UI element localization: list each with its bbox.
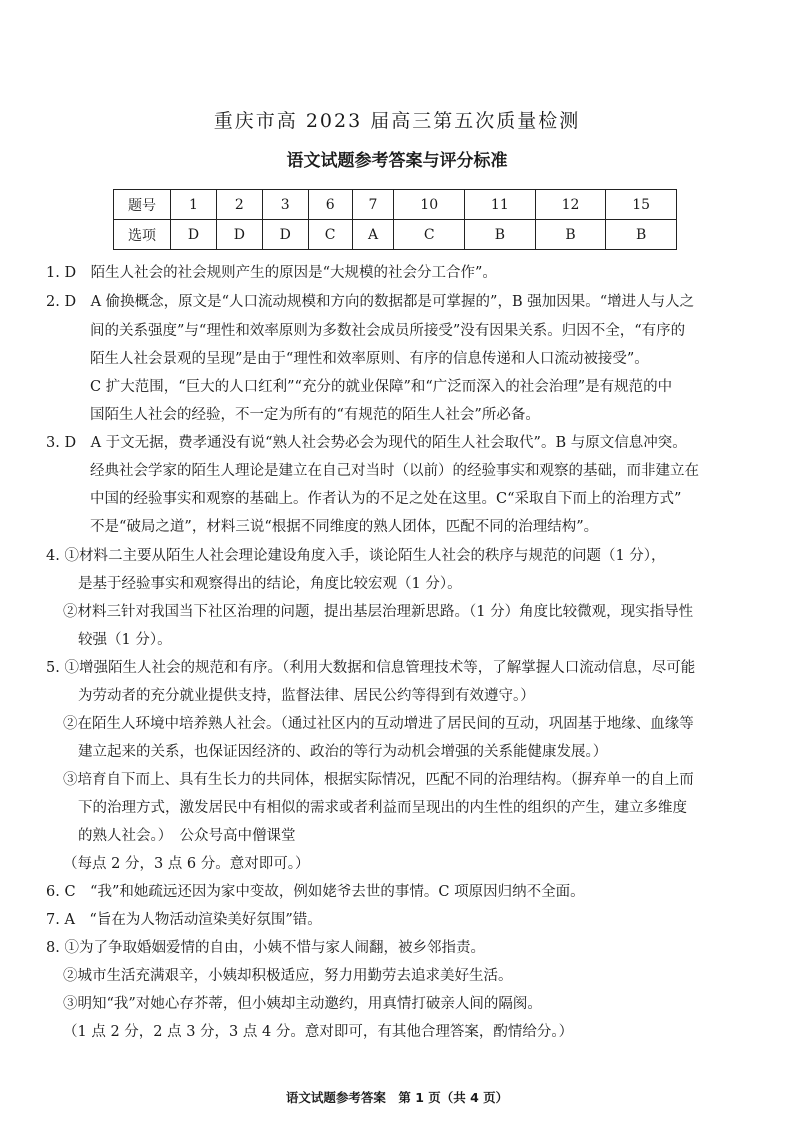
answer-line-q5: 5. ①增强陌生人社会的规范和有序。（利用大数据和信息管理技术等，了解掌握人口流动信息，尽可能 (46, 660, 696, 676)
answer-line-q4: 较强（1 分）。 (78, 632, 172, 648)
answer-line-q8: ③明知“我”对她心存芥蒂，但小姨却主动邀约，用真情打破亲人间的隔阂。 (63, 996, 542, 1012)
answer-line-q5: ②在陌生人环境中培养熟人社会。（通过社区内的互动增进了居民间的互动，巩固基于地缘、血缘等 (63, 716, 694, 732)
page-footer: 语文试题参考答案 第 1 页（共 4 页） (285, 1090, 509, 1105)
table-row-header: 选项 (114, 220, 171, 250)
answer-line-q2: 2. D A 偷换概念，原文是“人口流动规模和方向的数据都是可掌握的”，B 强加因果。“增进人与人之 (46, 294, 695, 310)
answer-line-q3: 中国的经验事实和观察的基础上。作者认为的不足之处在这里。C“采取自下而上的治理方式” (90, 491, 682, 507)
answer-line-q5: 下的治理方式，激发居民中有相似的需求或者利益而呈现出的内生性的组织的产生，建立多维度 (78, 800, 687, 816)
table-cell-option: D (262, 220, 308, 250)
answer-line-q5: ③培育自下而上、具有生长力的共同体，根据实际情况，匹配不同的治理结构。（摒弃单一的自上而 (63, 772, 694, 788)
table-row-header: 题号 (114, 190, 171, 220)
table-cell-number: 1 (171, 190, 217, 220)
answer-line-q3: 经典社会学家的陌生人理论是建立在自己对当时（以前）的经验事实和观察的基础，而非建立在 (90, 463, 699, 479)
answer-table (113, 189, 677, 250)
answer-line-q4: 4. ①材料二主要从陌生人社会理论建设角度入手，谈论陌生人社会的秩序与规范的问题（1 分）， (46, 548, 666, 564)
table-cell-number: 3 (262, 190, 308, 220)
table-cell-option: B (465, 220, 536, 250)
answer-line-q2: 陌生人社会景观的呈现”是由于“理性和效率原则、有序的信息传递和人口流动被接受”。 (90, 351, 649, 367)
table-cell-number: 11 (465, 190, 536, 220)
answer-line-q5: 建立起来的关系，也保证因经济的、政治的等行为动机会增强的关系能健康发展。） (78, 744, 608, 760)
table-cell-number: 7 (352, 190, 394, 220)
table-cell-option: D (216, 220, 262, 250)
answer-line-q3: 不是“破局之道”，材料三说“根据不同维度的熟人团体，匹配不同的治理结构”。 (90, 519, 599, 535)
answer-line-q5: 为劳动者的充分就业提供支持，监督法律、居民公约等得到有效遵守。） (78, 688, 535, 704)
table-cell-option: B (606, 220, 677, 250)
table-cell-number: 12 (535, 190, 606, 220)
answer-line-q1: 1. D 陌生人社会的社会规则产生的原因是“大规模的社会分工合作”。 (46, 265, 497, 281)
page-subtitle: 语文试题参考答案与评分标准 (286, 151, 508, 171)
answer-line-q4: 是基于经验事实和观察得出的结论，角度比较宏观（1 分）。 (78, 576, 462, 592)
answer-line-q2: 间的关系强度”与“理性和效率原则为多数社会成员所接受”没有因果关系。归因不全，“有序的 (90, 323, 686, 339)
table-cell-number: 6 (308, 190, 352, 220)
answer-line-q7: 7. A “旨在为人物活动渲染美好氛围”错。 (46, 912, 322, 928)
table-cell-number: 10 (394, 190, 465, 220)
answer-line-q6: 6. C “我”和她疏远还因为家中变故，例如姥爷去世的事情。C 项原因归纳不全面。 (46, 884, 585, 900)
answer-line-q2: C 扩大范围，“巨大的人口红利”“充分的就业保障”和“广泛而深入的社会治理”是有规范的中 (90, 379, 673, 395)
table-cell-number: 2 (216, 190, 262, 220)
table-cell-number: 15 (606, 190, 677, 220)
answer-table-number-row (114, 190, 677, 220)
table-cell-option: D (171, 220, 217, 250)
answer-line-q5: （每点 2 分，3 点 6 分。意对即可。） (63, 856, 310, 872)
table-cell-option: B (535, 220, 606, 250)
table-cell-option: C (394, 220, 465, 250)
answer-line-q8: 8. ①为了争取婚姻爱情的自由，小姨不惜与家人闹翻，被乡邻指责。 (46, 940, 485, 956)
page-title: 重庆市高 2023 届高三第五次质量检测 (213, 110, 581, 132)
answer-line-q3: 3. D A 于文无据，费孝通没有说“熟人社会势必会为现代的陌生人社会取代”。B 与原文信息冲突。 (46, 435, 687, 451)
answer-line-q8: （1 点 2 分，2 点 3 分，3 点 4 分。意对即可，有其他合理答案，酌情给分。） (63, 1024, 574, 1040)
answer-table-option-row (114, 220, 677, 250)
answer-line-q4: ②材料三针对我国当下社区治理的问题，提出基层治理新思路。（1 分）角度比较微观，现实指导性 (63, 604, 694, 620)
table-cell-option: A (352, 220, 394, 250)
answer-line-q8: ②城市生活充满艰辛，小姨却积极适应，努力用勤劳去追求美好生活。 (63, 968, 513, 984)
answer-line-q5: 的熟人社会。） 公众号高中僧课堂 (78, 828, 296, 844)
table-cell-option: C (308, 220, 352, 250)
answer-line-q2: 国陌生人社会的经验，不一定为所有的“有规范的陌生人社会”所必备。 (90, 407, 540, 423)
